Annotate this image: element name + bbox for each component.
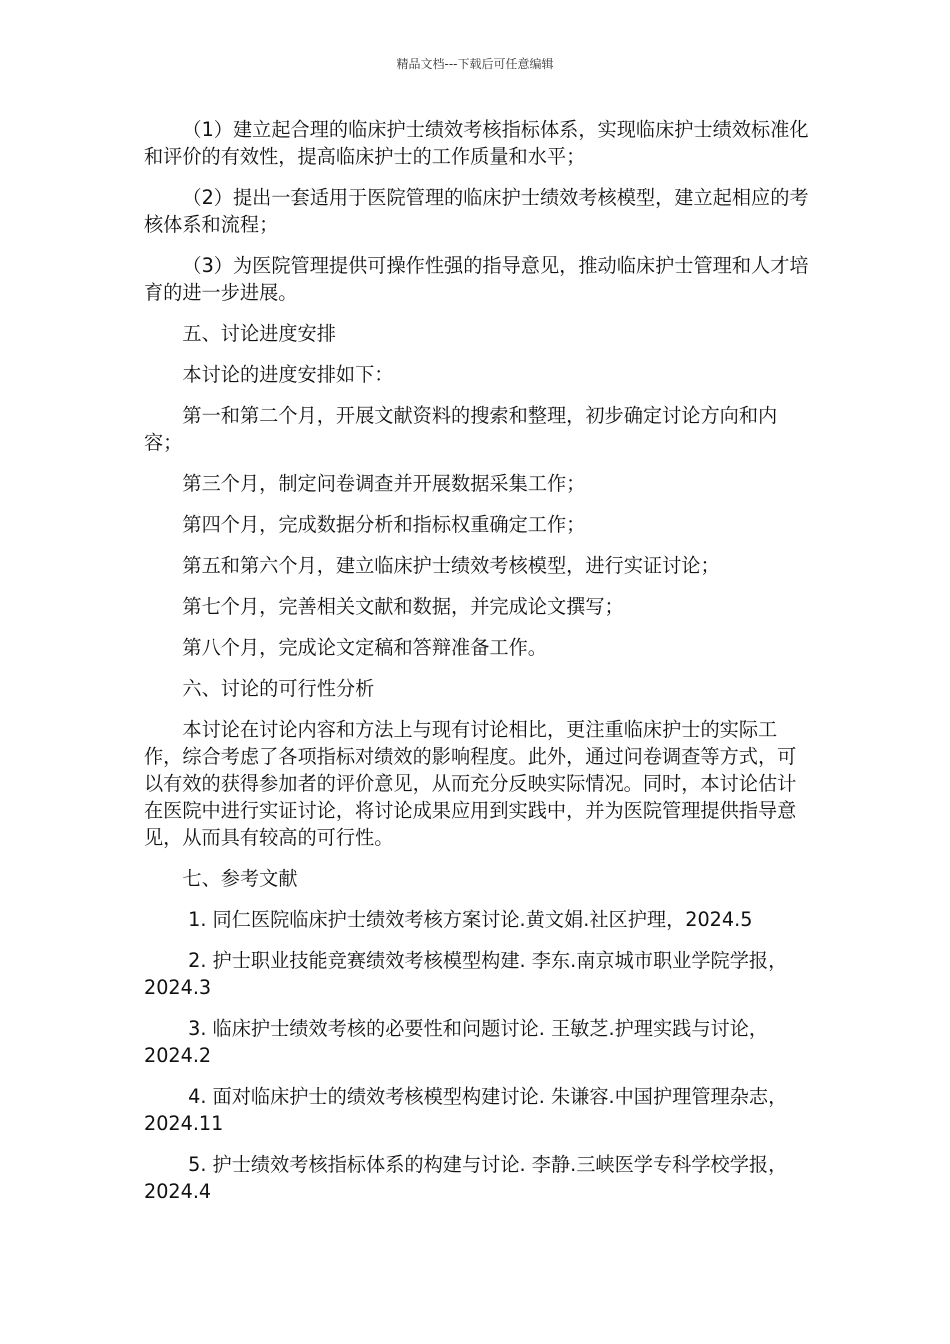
schedule-item: 第八个月，完成论文定稿和答辩准备工作。 (182, 636, 547, 659)
reference-item: 1. 同仁医院临床护士绩效考核方案讨论.黄文娟.社区护理，2024.5 (188, 908, 753, 931)
schedule-item: 第五和第六个月，建立临床护士绩效考核模型，进行实证讨论； (182, 554, 720, 577)
schedule-item: 第四个月，完成数据分析和指标权重确定工作； (182, 513, 586, 536)
schedule-intro: 本讨论的进度安排如下： (182, 363, 394, 386)
document-body (144, 116, 809, 1219)
schedule-item: 第三个月，制定问卷调查并开展数据采集工作； (182, 472, 586, 495)
reference-item: 4. 面对临床护士的绩效考核模型构建讨论. 朱谦容.中国护理管理杂志，2024.11 (144, 1085, 788, 1135)
feasibility-paragraph: 本讨论在讨论内容和方法上与现有讨论相比，更注重临床护士的实际工作，综合考虑了各项指标对绩效的影响程度。此外，通过问卷调查等方式，可以有效的获得参加者的评价意见，从而充分反映实际情况。同时，本讨论估计在医院中进行实证讨论，将讨论成果应用到实践中，并为医院管理提供指导意见，从而具有较高的可行性。 (144, 718, 797, 849)
section-heading-feasibility: 六、讨论的可行性分析 (182, 677, 375, 700)
section-heading-schedule: 五、讨论进度安排 (182, 322, 336, 345)
goal-paragraph-3: （3）为医院管理提供可操作性强的指导意见，推动临床护士管理和人才培育的进一步进展。 (144, 254, 809, 304)
reference-item: 3. 临床护士绩效考核的必要性和问题讨论. 王敏芝.护理实践与讨论，2024.2 (144, 1017, 769, 1067)
reference-item: 5. 护士绩效考核指标体系的构建与讨论. 李静.三峡医学专科学校学报，2024.4 (144, 1153, 788, 1203)
section-heading-references: 七、参考文献 (182, 867, 298, 890)
schedule-item: 第七个月，完善相关文献和数据，并完成论文撰写； (182, 595, 624, 618)
schedule-item: 第一和第二个月，开展文献资料的搜索和整理，初步确定讨论方向和内容； (144, 404, 778, 454)
reference-item: 2. 护士职业技能竞赛绩效考核模型构建. 李东.南京城市职业学院学报，2024.3 (144, 949, 788, 999)
goal-paragraph-1: （1）建立起合理的临床护士绩效考核指标体系，实现临床护士绩效标准化和评价的有效性，提高临床护士的工作质量和水平； (144, 118, 809, 168)
page-header: 精品文档---下载后可任意编辑 (396, 57, 554, 71)
goal-paragraph-2: （2）提出一套适用于医院管理的临床护士绩效考核模型，建立起相应的考核体系和流程； (144, 186, 809, 236)
